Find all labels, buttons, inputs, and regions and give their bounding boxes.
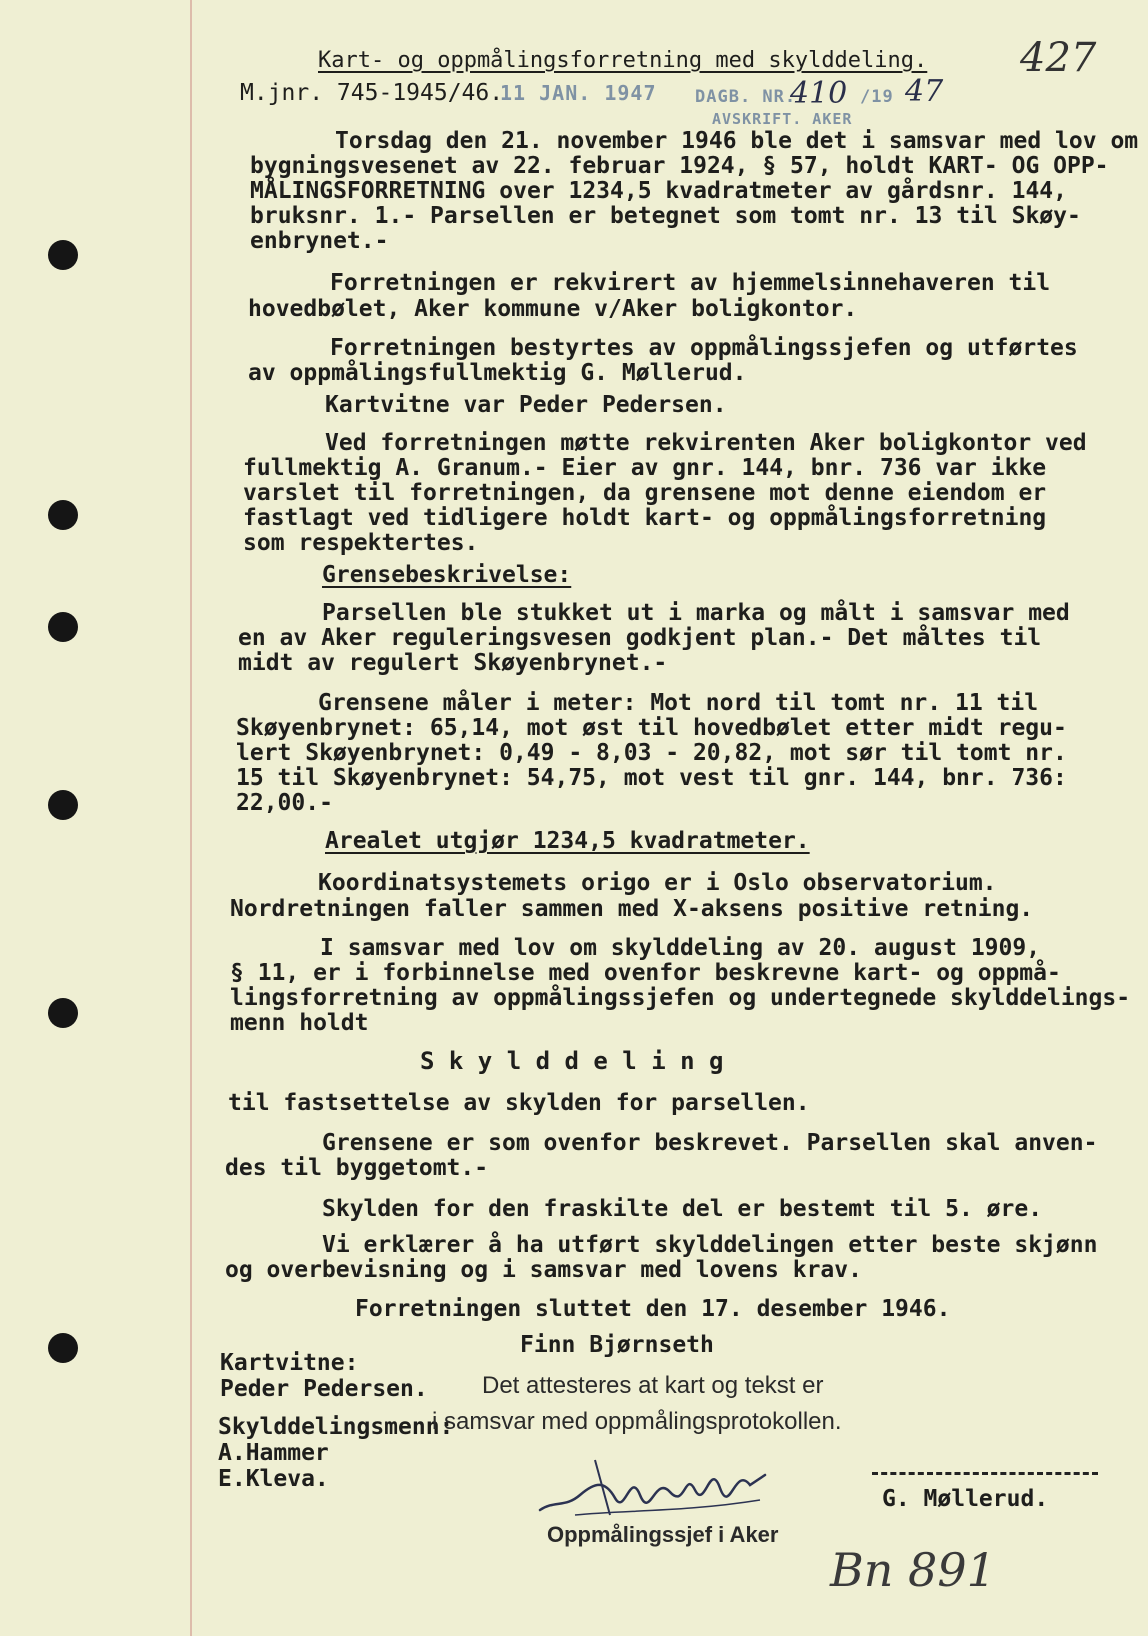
journal-number: M.jnr. 745-1945/46.: [240, 80, 504, 106]
body-line: bygningsvesenet av 22. februar 1924, § 57, holdt KART- OG OPP-: [250, 153, 1109, 179]
stamp-date: 11 JAN. 1947: [500, 81, 657, 105]
attest-line-2: i samsvar med oppmålingsprotokollen.: [432, 1408, 842, 1435]
body-line: 22,00.-: [236, 790, 333, 816]
skylddelingsmann-1: A.Hammer: [218, 1440, 329, 1466]
handwritten-signature: [535, 1440, 775, 1530]
body-line: fullmektig A. Granum.- Eier av gnr. 144, bnr. 736 var ikke: [243, 455, 1047, 481]
body-line: av oppmålingsfullmektig G. Møllerud.: [248, 360, 747, 386]
attest-line-1: Det attesteres at kart og tekst er: [482, 1372, 824, 1399]
punch-hole: [48, 1333, 78, 1363]
body-line: Ved forretningen møtte rekvirenten Aker boligkontor ved: [325, 430, 1087, 456]
stamp-dagb: DAGB. NR.: [695, 87, 797, 107]
section-heading-skylddeling: S k y l d d e l i n g: [420, 1047, 724, 1075]
body-line: Forretningen er rekvirert av hjemmelsinnehaveren til: [330, 270, 1051, 296]
stamp-avskrift: AVSKRIFT. AKER: [712, 110, 853, 128]
body-line: en av Aker reguleringsvesen godkjent plan.- Det måltes til: [238, 625, 1042, 651]
skylddelingsmenn-label: Skylddelingsmenn:: [218, 1414, 454, 1440]
skylddelingsmann-2: E.Kleva.: [218, 1466, 329, 1492]
body-line: Forretningen bestyrtes av oppmålingssjefen og utførtes: [330, 335, 1078, 361]
margin-rule: [190, 0, 192, 1636]
signature-title: Oppmålingssjef i Aker: [547, 1522, 779, 1547]
body-line: Nordretningen faller sammen med X-aksens positive retning.: [230, 896, 1034, 922]
body-line: 15 til Skøyenbrynet: 54,75, mot vest til gnr. 144, bnr. 736:: [236, 765, 1067, 791]
body-line: MÅLINGSFORRETNING over 1234,5 kvadratmeter av gårdsnr. 144,: [250, 178, 1067, 204]
body-line: varslet til forretningen, da grensene mot denne eiendom er: [243, 480, 1047, 506]
body-line: menn holdt: [230, 1010, 369, 1036]
body-line: des til byggetomt.-: [225, 1155, 489, 1181]
punch-hole: [48, 240, 78, 270]
handwritten-reference: Bn 891: [830, 1543, 996, 1597]
punch-hole: [48, 500, 78, 530]
body-line: fastlagt ved tidligere holdt kart- og oppmålingsforretning: [243, 505, 1047, 531]
body-line: Torsdag den 21. november 1946 ble det i samsvar med lov om: [335, 128, 1139, 154]
body-line: bruksnr. 1.- Parsellen er betegnet som tomt nr. 13 til Skøy-: [250, 203, 1081, 229]
surveyor-name: G. Møllerud.: [882, 1486, 1049, 1512]
body-line: enbrynet.-: [250, 228, 389, 254]
body-line: § 11, er i forbinnelse med ovenfor beskrevne kart- og oppmå-: [230, 960, 1061, 986]
body-line: og overbevisning og i samsvar med lovens krav.: [225, 1257, 862, 1283]
body-line: Kartvitne var Peder Pedersen.: [325, 392, 727, 418]
section-heading: Grensebeskrivelse:: [322, 562, 572, 588]
body-line: Koordinatsystemets origo er i Oslo observatorium.: [318, 870, 997, 896]
body-line: hovedbølet, Aker kommune v/Aker boligkontor.: [248, 296, 858, 322]
stamp-number: 410: [790, 76, 848, 111]
body-line: I samsvar med lov om skylddeling av 20. august 1909,: [320, 935, 1041, 961]
body-line: lingsforretning av oppmålingssjefen og undertegnede skylddelings-: [230, 985, 1131, 1011]
punch-hole: [48, 790, 78, 820]
body-line: midt av regulert Skøyenbrynet.-: [238, 650, 668, 676]
stamp-year-prefix: /19: [860, 87, 894, 107]
page-number: 427: [1020, 35, 1097, 81]
typed-signature-name: Finn Bjørnseth: [520, 1332, 714, 1358]
punch-hole: [48, 612, 78, 642]
body-line: Grensene måler i meter: Mot nord til tomt nr. 11 til: [318, 690, 1039, 716]
body-line: Skøyenbrynet: 65,14, mot øst til hovedbølet etter midt regu-: [236, 715, 1067, 741]
document-title: Kart- og oppmålingsforretning med skylddeling.: [318, 48, 928, 73]
body-line: lert Skøyenbrynet: 0,49 - 8,03 - 20,82, mot sør til tomt nr.: [236, 740, 1067, 766]
body-line: Vi erklærer å ha utført skylddelingen etter beste skjønn: [322, 1232, 1098, 1258]
body-line: som respektertes.: [243, 530, 479, 556]
body-line: Grensene er som ovenfor beskrevet. Parsellen skal anven-: [322, 1130, 1098, 1156]
area-heading: Arealet utgjør 1234,5 kvadratmeter.: [325, 828, 810, 854]
stamp-year: 47: [905, 74, 944, 109]
punch-hole: [48, 998, 78, 1028]
kartvitne-label: Kartvitne:: [220, 1350, 359, 1376]
body-line: til fastsettelse av skylden for parsellen.: [228, 1090, 810, 1116]
kartvitne-name: Peder Pedersen.: [220, 1376, 428, 1402]
body-line: Skylden for den fraskilte del er bestemt til 5. øre.: [322, 1196, 1043, 1222]
body-line: Parsellen ble stukket ut i marka og målt i samsvar med: [322, 600, 1070, 626]
closing-line: Forretningen sluttet den 17. desember 1946.: [355, 1296, 951, 1322]
signature-line: [872, 1472, 1098, 1475]
